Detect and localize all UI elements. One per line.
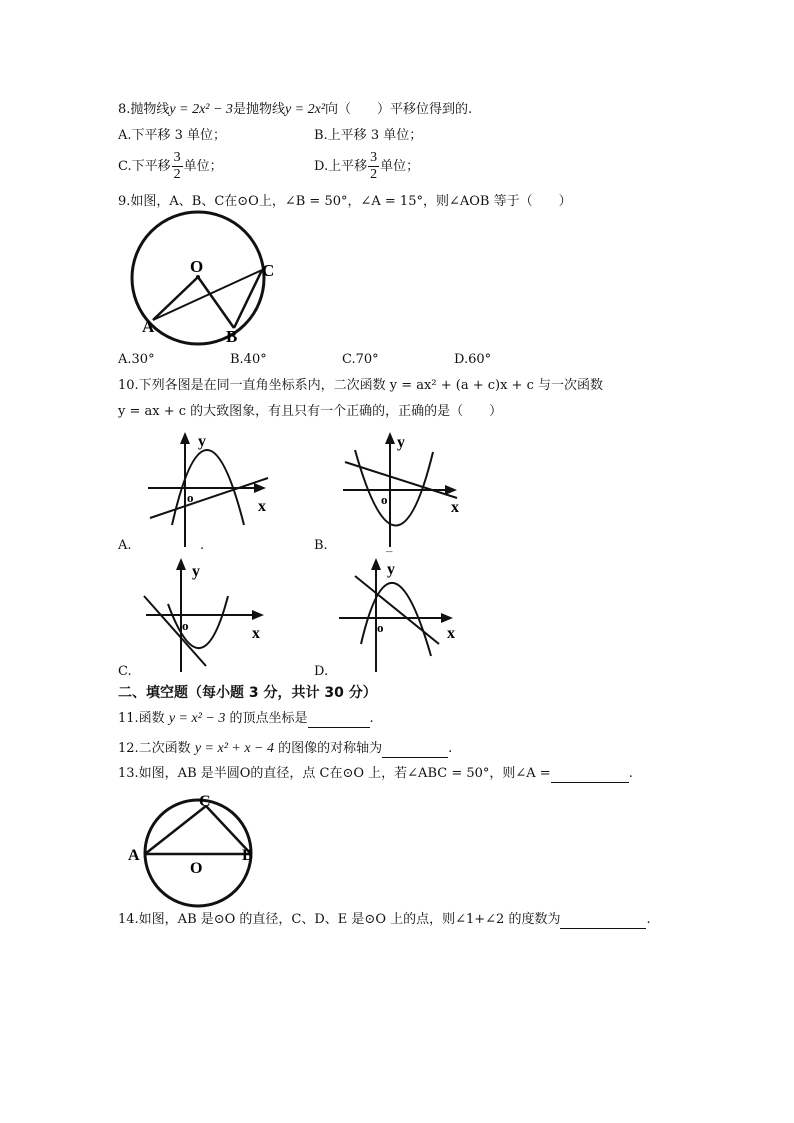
q13-stem — [118, 765, 633, 783]
q10-graph-b — [335, 430, 475, 550]
q10-graph-c-x-label: x — [252, 625, 260, 642]
q13-label-o: O — [190, 860, 203, 877]
q8-num: 8.抛物线 — [118, 102, 170, 117]
q13-end: . — [628, 766, 633, 781]
q10-graph-d-x-label: x — [447, 625, 455, 642]
q13-label-b: B — [242, 847, 253, 864]
q10-graph-a-line — [150, 478, 268, 518]
q9-option-a: A.30° — [118, 352, 155, 367]
q9-option-b: B.40° — [230, 352, 267, 367]
q13-text: 13.如图，AB 是半圆O的直径，点 C在⊙O 上，若∠ABC = 50°，则∠A = — [118, 766, 551, 781]
q10-graph-b-line — [345, 462, 457, 498]
q14-text: 14.如图，AB 是⊙O 的直径，C、D、E 是⊙O 上的点，则∠1+∠2 的度数为 — [118, 912, 561, 927]
q8-eq1: y = 2x² − 3 — [169, 102, 233, 117]
q8-option-a: A.下平移 3 单位； — [118, 128, 227, 143]
q10-graph-d-x-arrow — [441, 613, 453, 623]
q10-graph-b-x-label: x — [451, 499, 459, 516]
q10-graph-c-line — [144, 596, 206, 666]
q10-graph-d-parabola — [361, 583, 431, 656]
q10-graph-d-y-arrow — [371, 558, 381, 570]
q9-segment-ac — [153, 270, 262, 320]
q10-graph-c-x-arrow — [252, 610, 264, 620]
q10-graph-d — [335, 556, 475, 676]
q10-graph-b-parabola — [355, 450, 433, 526]
q10-graph-a — [140, 430, 280, 550]
q9-option-c: C.70° — [342, 352, 379, 367]
q10-graph-c-y-label: y — [192, 563, 200, 580]
q9-stem: 9.如图，A、B、C在⊙O上，∠B = 50°，∠A = 15°，则∠AOB 等于（ ） — [118, 194, 572, 209]
q9-label-b: B — [226, 327, 238, 346]
q8-option-c — [118, 149, 223, 185]
q8-option-d-post: 单位； — [380, 159, 420, 174]
q8-eq2: y = 2x² — [284, 102, 326, 117]
q10-graph-a-y-label: y — [198, 433, 206, 450]
q10-graph-b-origin: o — [381, 492, 388, 507]
q8-option-c-fraction — [172, 150, 183, 183]
q10-graph-c-origin: o — [182, 618, 189, 633]
q14-answer-blank[interactable] — [560, 928, 646, 929]
section2-title: 二、填空题（每小题 3 分，共计 30 分） — [118, 685, 377, 701]
q13-chord-ac — [145, 806, 206, 854]
q9-circle-figure — [120, 218, 290, 348]
q12-stem — [118, 740, 452, 758]
q13-circle-figure — [126, 792, 266, 907]
q11-eq: y = x² − 3 — [168, 711, 226, 726]
q10-graph-a-origin: o — [187, 490, 194, 505]
q8-tail: 向（ ）平移位得到的. — [325, 102, 473, 117]
q10-graph-d-origin: o — [377, 620, 384, 635]
q8-option-c-den: 2 — [173, 167, 181, 182]
q10-graph-c-parabola — [168, 596, 228, 648]
q12-post: 的图像的对称轴为 — [278, 741, 383, 756]
q13-answer-blank[interactable] — [551, 782, 629, 783]
q11-pre: 11.函数 — [118, 711, 165, 726]
q10-stem-line1: 10.下列各图是在同一直角坐标系内，二次函数 y = ax² + (a + c)x + c 与一次函数 — [118, 378, 603, 393]
q12-eq: y = x² + x − 4 — [194, 741, 275, 756]
q11-stem — [118, 710, 374, 728]
q14-stem — [118, 911, 651, 929]
q8-option-d-num: 3 — [370, 150, 378, 165]
q8-option-d-pre: D.上平移 — [314, 159, 368, 174]
q11-post: 的顶点坐标是 — [229, 711, 308, 726]
q8-option-c-pre: C.下平移 — [118, 159, 171, 174]
q10-option-d-label: D. — [314, 664, 329, 679]
q8-option-d-den: 2 — [370, 167, 378, 182]
q8-stem — [118, 101, 472, 119]
q10-graph-c-y-arrow — [176, 558, 186, 570]
q14-end: . — [646, 912, 651, 927]
q10-graph-c — [140, 556, 280, 676]
q8-mid: 是抛物线 — [232, 102, 285, 117]
q9-segment-oa — [153, 277, 198, 320]
q8-option-d-fraction — [368, 150, 379, 183]
q10-option-b-mark: _ — [386, 538, 393, 553]
q10-graph-b-y-label: y — [397, 434, 405, 451]
q10-option-a-mark: . — [200, 538, 205, 553]
q9-label-c: C — [262, 261, 275, 280]
q10-graph-a-x-arrow — [254, 483, 266, 493]
q10-option-a-label: A. — [118, 538, 132, 553]
q12-pre: 12.二次函数 — [118, 741, 191, 756]
q13-label-a: A — [128, 847, 140, 864]
q9-label-a: A — [142, 317, 155, 336]
q8-option-d — [314, 149, 419, 185]
q10-option-b-label: B. — [314, 538, 328, 553]
q10-stem-line2: y = ax + c 的大致图象，有且只有一个正确的，正确的是（ ） — [118, 404, 503, 419]
q12-end: . — [448, 741, 453, 756]
q10-graph-a-y-arrow — [180, 432, 190, 444]
q12-answer-blank[interactable] — [382, 757, 448, 758]
q9-option-d: D.60° — [454, 352, 492, 367]
q10-graph-a-x-label: x — [258, 498, 266, 515]
q9-label-o: O — [190, 257, 204, 276]
q10-option-c-label: C. — [118, 664, 132, 679]
q8-option-c-num: 3 — [173, 150, 181, 165]
q11-answer-blank[interactable] — [308, 727, 370, 728]
q8-option-c-post: 单位； — [183, 159, 223, 174]
q10-graph-b-y-arrow — [385, 432, 395, 444]
q10-graph-d-y-label: y — [387, 561, 395, 578]
q10-graph-d-line — [355, 576, 439, 644]
q11-end: . — [369, 711, 374, 726]
q13-label-c: C — [199, 793, 211, 810]
q10-graph-b-x-arrow — [445, 485, 457, 495]
q8-option-b: B.上平移 3 单位； — [314, 128, 423, 143]
